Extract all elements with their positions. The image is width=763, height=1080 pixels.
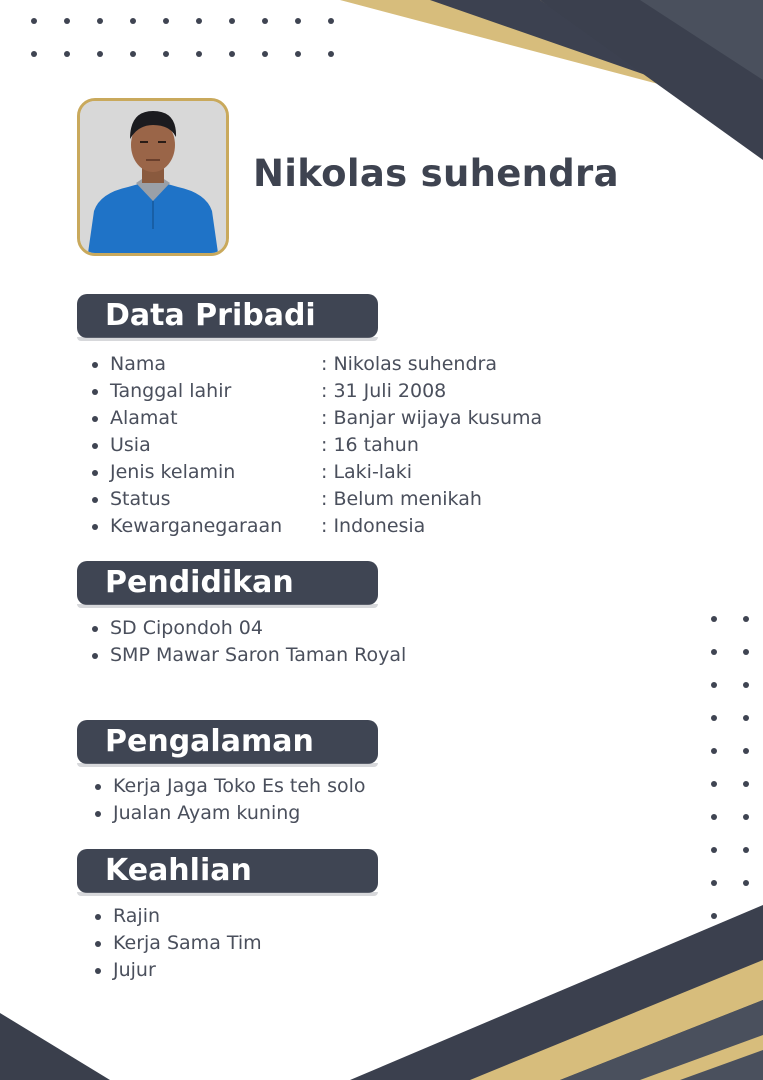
personal-data-row bbox=[90, 432, 570, 459]
row-label: Status bbox=[110, 488, 171, 510]
row-label: Jenis kelamin bbox=[110, 461, 236, 483]
education-list bbox=[90, 615, 570, 669]
row-value: : Laki-laki bbox=[321, 461, 413, 483]
personal-data-row bbox=[90, 351, 570, 378]
personal-data-row bbox=[90, 378, 570, 405]
person-illustration bbox=[80, 101, 226, 253]
experience-list bbox=[93, 773, 573, 827]
list-item: Rajin bbox=[93, 903, 573, 930]
row-value: : 16 tahun bbox=[321, 434, 419, 456]
personal-data-list bbox=[90, 351, 570, 540]
section-header-keahlian: Keahlian bbox=[77, 849, 378, 893]
row-label: Tanggal lahir bbox=[110, 380, 232, 402]
list-item: Kerja Jaga Toko Es teh solo bbox=[93, 773, 573, 800]
row-value: : Nikolas suhendra bbox=[321, 353, 497, 375]
row-label: Nama bbox=[110, 353, 167, 375]
list-item: SD Cipondoh 04 bbox=[90, 615, 570, 642]
list-item: Jualan Ayam kuning bbox=[93, 800, 573, 827]
skills-list bbox=[93, 903, 573, 984]
row-label: Kewarganegaraan bbox=[110, 515, 283, 537]
row-value: : Belum menikah bbox=[321, 488, 482, 510]
profile-name: Nikolas suhendra bbox=[253, 152, 619, 195]
section-header-pengalaman: Pengalaman bbox=[77, 720, 378, 764]
section-header-pendidikan: Pendidikan bbox=[77, 561, 378, 605]
bottom-left-stripe bbox=[0, 1013, 110, 1080]
profile-photo bbox=[77, 98, 229, 256]
row-label: Usia bbox=[110, 434, 151, 456]
section-header-data-pribadi: Data Pribadi bbox=[77, 294, 378, 338]
list-item: Jujur bbox=[93, 957, 573, 984]
personal-data-row bbox=[90, 405, 570, 432]
row-label: Alamat bbox=[110, 407, 178, 429]
personal-data-row bbox=[90, 513, 570, 540]
list-item: SMP Mawar Saron Taman Royal bbox=[90, 642, 570, 669]
row-value: : 31 Juli 2008 bbox=[321, 380, 447, 402]
dot-grid-right bbox=[711, 616, 749, 919]
row-value: : Banjar wijaya kusuma bbox=[321, 407, 543, 429]
dot-grid-top-left bbox=[31, 18, 334, 57]
row-value: : Indonesia bbox=[321, 515, 426, 537]
personal-data-row bbox=[90, 459, 570, 486]
personal-data-row bbox=[90, 486, 570, 513]
list-item: Kerja Sama Tim bbox=[93, 930, 573, 957]
